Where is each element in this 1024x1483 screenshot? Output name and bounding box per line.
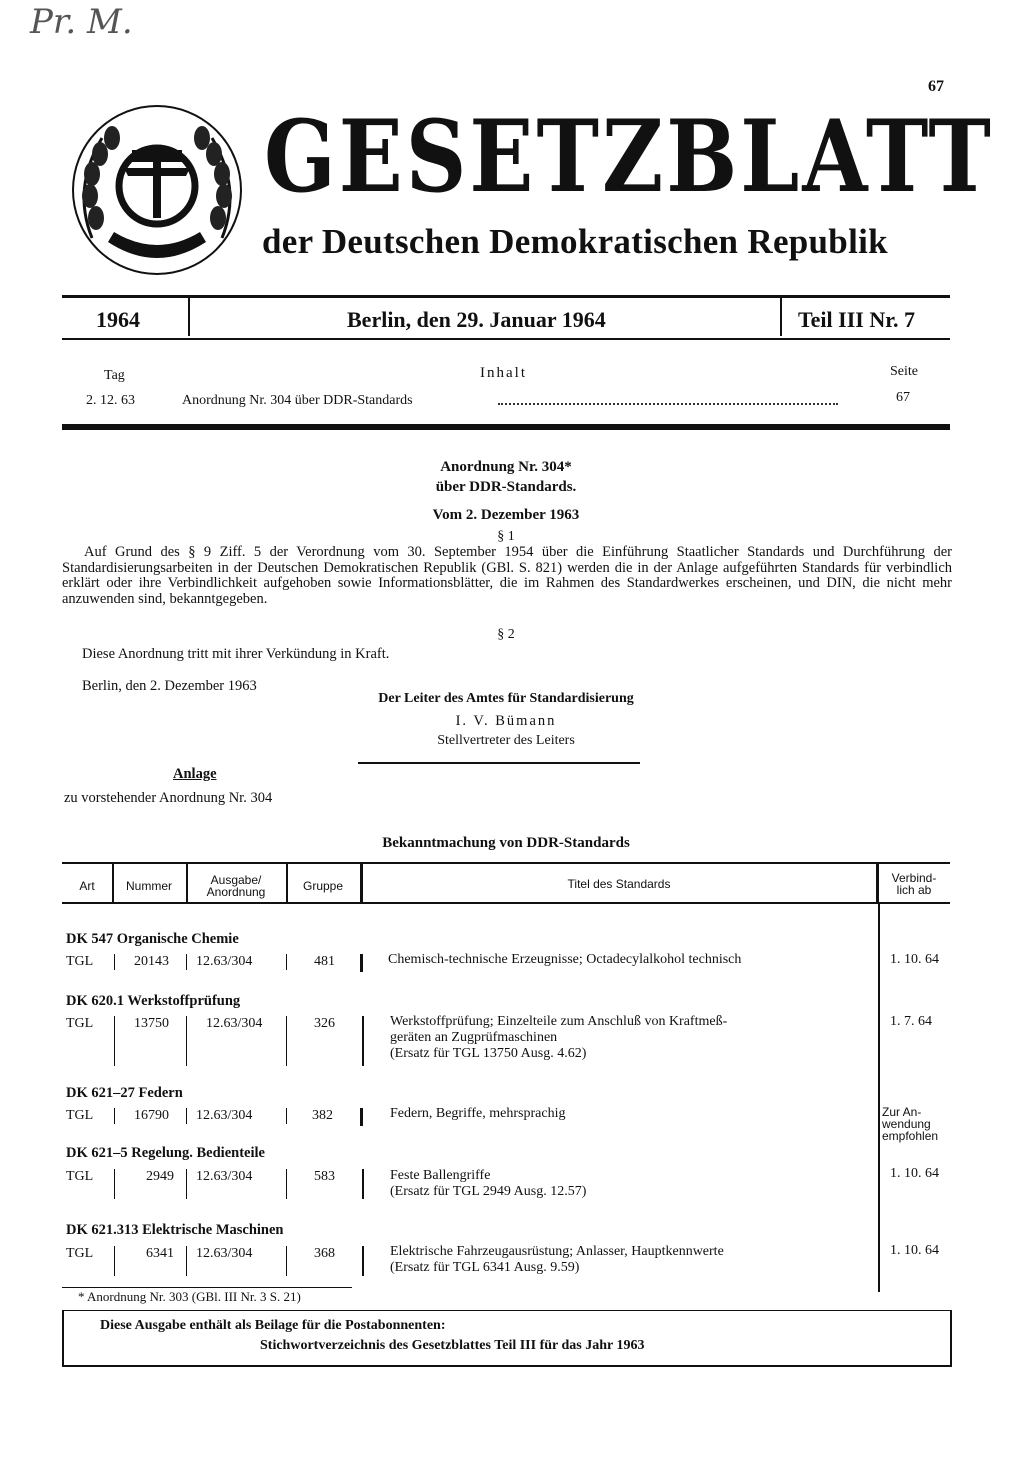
place-date: Berlin, den 2. Dezember 1963 [82, 678, 257, 694]
cell-gruppe: 368 [314, 1246, 335, 1261]
group-title: DK 620.1 Werkstoffprüfung [66, 993, 241, 1009]
cell-titel: Chemisch-technische Erzeugnisse; Octadecylalkohol technisch [388, 952, 742, 967]
cell-divider [362, 1169, 364, 1199]
group-title: DK 621.313 Elektrische Maschinen [66, 1222, 284, 1238]
cell-divider [114, 1246, 115, 1276]
toc-entry-title: Anordnung Nr. 304 über DDR-Standards [182, 393, 413, 408]
issue-date: Berlin, den 29. Januar 1964 [347, 307, 606, 332]
masthead-subtitle: der Deutschen Demokratischen Republik [262, 222, 888, 261]
annex-heading: Bekanntmachung von DDR-Standards [382, 835, 630, 851]
cell-divider [186, 1108, 187, 1124]
cell-divider [362, 1016, 364, 1066]
cell-divider [360, 954, 363, 972]
cell-titel: (Ersatz für TGL 6341 Ausg. 9.59) [390, 1260, 580, 1275]
cell-verbindlich: 1. 7. 64 [890, 1014, 932, 1029]
group-title: DK 547 Organische Chemie [66, 931, 239, 947]
paragraph-mark-2: § 2 [497, 627, 515, 642]
cell-ausgabe: 12.63/304 [206, 1016, 263, 1031]
cell-gruppe: 326 [314, 1016, 335, 1031]
group-title: DK 621–5 Regelung. Bedienteile [66, 1145, 265, 1161]
cell-art: TGL [66, 1016, 94, 1031]
footnote-rule [62, 1287, 352, 1288]
masthead-bottom-rule [62, 338, 950, 340]
cell-verbindlich: 1. 10. 64 [890, 1243, 939, 1258]
th-verbindlich: Verbind- lich ab [891, 871, 937, 897]
cell-nummer: 13750 [134, 1016, 169, 1031]
toc-column-day: Tag [104, 368, 125, 383]
cell-ausgabe: 12.63/304 [196, 1246, 253, 1261]
group-title: DK 621–27 Federn [66, 1085, 183, 1101]
decree-title-1: Anordnung Nr. 304* [440, 459, 572, 475]
cell-titel: Elektrische Fahrzeugausrüstung; Anlasser, Hauptkennwerte [390, 1244, 724, 1259]
toc-leader-dots [498, 403, 838, 405]
decree-date: Vom 2. Dezember 1963 [432, 507, 580, 523]
toc-column-content: Inhalt [480, 365, 527, 381]
paragraph-mark-1: § 1 [497, 529, 515, 544]
issue-year: 1964 [96, 307, 140, 332]
cell-verbindlich: 1. 10. 64 [890, 952, 939, 967]
notice-line-1: Diese Ausgabe enthält als Beilage für die Postabonnenten: [100, 1318, 446, 1333]
cell-divider [186, 954, 187, 970]
cell-divider [114, 954, 115, 970]
cell-ausgabe: 12.63/304 [196, 1169, 253, 1184]
cell-ausgabe: 12.63/304 [196, 1108, 253, 1123]
masthead-top-rule [62, 295, 950, 298]
table-header-rule [62, 902, 950, 904]
paragraph-1: Auf Grund des § 9 Ziff. 5 der Verordnung vom 30. September 1954 über die Einführung Staatlicher Standards und Durchführung der Standardisierungsarbeiten in der Deutschen Demokratischen Republik (GBl. S. 821) werden die in der Anlage aufgeführten Standards für verbindlich erklärt oder ihre Verbindlichkeit aufgehoben sowie Informationsblätter, die im Rahmen des Standardwerkes erscheinen, und DIN, die nicht mehr anzuwenden sind, bekanntgegeben. [62, 544, 953, 607]
cell-divider [186, 1169, 187, 1199]
issue-part: Teil III Nr. 7 [798, 307, 915, 332]
cell-divider [286, 1169, 287, 1199]
state-emblem-icon [62, 98, 252, 283]
cell-verbindlich: 1. 10. 64 [890, 1166, 939, 1181]
cell-gruppe: 481 [314, 954, 335, 969]
decree-title-2: über DDR-Standards. [435, 479, 577, 495]
cell-nummer: 20143 [134, 954, 169, 969]
masthead-divider [188, 298, 190, 336]
cell-nummer: 16790 [134, 1108, 169, 1123]
cell-nummer: 6341 [146, 1246, 174, 1261]
toc-heavy-rule [62, 424, 950, 430]
notice-line-2: Stichwortverzeichnis des Gesetzblattes Teil III für das Jahr 1963 [260, 1338, 645, 1353]
cell-divider [362, 1246, 364, 1276]
cell-titel: Feste Ballengriffe [390, 1168, 491, 1183]
cell-divider [114, 1108, 115, 1124]
cell-art: TGL [66, 1169, 94, 1184]
th-art: Art [79, 879, 95, 893]
cell-divider [186, 1016, 187, 1066]
cell-ausgabe: 12.63/304 [196, 954, 253, 969]
cell-titel: geräten an Zugprüfmaschinen [390, 1030, 558, 1045]
page-number: 67 [928, 78, 944, 95]
paragraph-2: Diese Anordnung tritt mit ihrer Verkündung in Kraft. [82, 646, 390, 662]
cell-titel: (Ersatz für TGL 13750 Ausg. 4.62) [390, 1046, 587, 1061]
cell-gruppe: 583 [314, 1169, 335, 1184]
cell-verbindlich: Zur An- wendung empfohlen [882, 1105, 939, 1143]
cell-titel: Federn, Begriffe, mehrsprachig [390, 1106, 566, 1121]
footnote: * Anordnung Nr. 303 (GBl. III Nr. 3 S. 21) [78, 1289, 301, 1304]
cell-divider [360, 1108, 363, 1126]
masthead-divider [780, 298, 782, 336]
toc-entry-page: 67 [896, 390, 910, 405]
signer-role: Stellvertreter des Leiters [437, 733, 575, 748]
cell-divider [186, 1246, 187, 1276]
cell-divider [286, 1108, 287, 1124]
signer-title: Der Leiter des Amtes für Standardisierung [378, 691, 634, 706]
th-ausgabe: Ausgabe/ Anordnung [206, 873, 266, 899]
signature-rule [358, 762, 640, 764]
cell-gruppe: 382 [312, 1108, 333, 1123]
cell-titel: (Ersatz für TGL 2949 Ausg. 12.57) [390, 1184, 587, 1199]
signer-name: I. V. Bümann [455, 713, 557, 729]
handwritten-note: Pr. M. [30, 2, 133, 42]
cell-divider [286, 1016, 287, 1066]
cell-divider [286, 954, 287, 970]
th-titel: Titel des Standards [567, 877, 671, 891]
cell-art: TGL [66, 1108, 94, 1123]
annex-title: Anlage [173, 766, 217, 782]
cell-divider [286, 1246, 287, 1276]
cell-art: TGL [66, 1246, 94, 1261]
table-top-rule [62, 862, 950, 864]
th-nummer: Nummer [125, 879, 172, 893]
annex-subtitle: zu vorstehender Anordnung Nr. 304 [64, 790, 273, 806]
cell-divider [114, 1169, 115, 1199]
cell-divider [114, 1016, 115, 1066]
table-right-divider [878, 904, 880, 1292]
cell-nummer: 2949 [146, 1169, 174, 1184]
th-gruppe: Gruppe [302, 879, 344, 893]
cell-art: TGL [66, 954, 94, 969]
toc-column-page: Seite [890, 364, 918, 379]
masthead-title: GESETZBLATT [264, 98, 994, 215]
toc-entry-date: 2. 12. 63 [86, 393, 135, 408]
cell-titel: Werkstoffprüfung; Einzelteile zum Anschluß von Kraftmeß- [390, 1014, 728, 1029]
